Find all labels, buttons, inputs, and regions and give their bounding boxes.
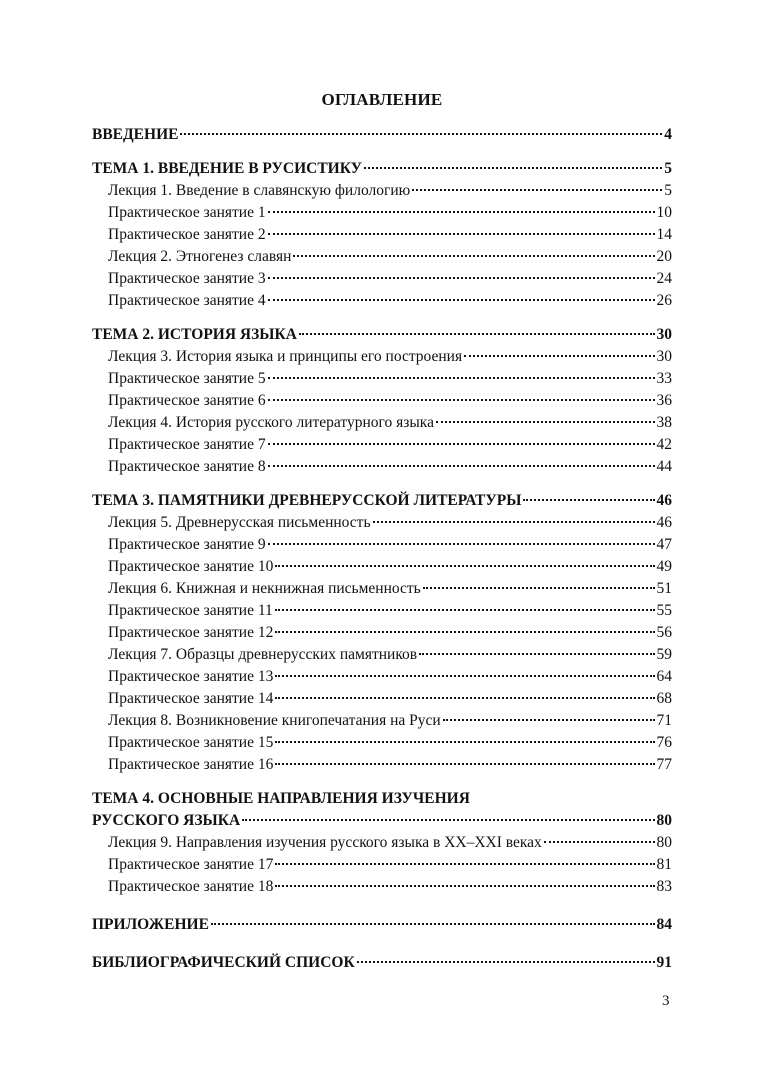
- toc-entry-label: Лекция 4. История русского литературного языка: [108, 414, 434, 431]
- dot-leader: [373, 521, 655, 523]
- toc-entry[interactable]: [92, 324, 672, 346]
- toc-gap: [92, 312, 672, 324]
- toc-entry-label: Лекция 6. Книжная и некнижная письменность: [108, 580, 421, 597]
- toc-entry-page: 38: [656, 414, 672, 431]
- toc-entry-page: 5: [664, 182, 672, 199]
- toc-subentry[interactable]: [92, 534, 672, 556]
- toc-entry-label: Лекция 1. Введение в славянскую филологию: [108, 182, 411, 199]
- toc-entry-page: 4: [664, 126, 672, 143]
- toc-subentry[interactable]: [92, 390, 672, 412]
- toc-entry-page: 83: [656, 878, 672, 895]
- toc-entry-page: 30: [656, 326, 672, 343]
- dot-leader: [268, 277, 655, 279]
- toc-subentry[interactable]: [92, 600, 672, 622]
- dot-leader: [180, 133, 662, 135]
- toc-subentry[interactable]: [92, 754, 672, 776]
- dot-leader: [268, 299, 655, 301]
- toc-subentry[interactable]: [92, 224, 672, 246]
- toc-entry[interactable]: [92, 952, 672, 974]
- toc-entry-page: 46: [656, 514, 672, 531]
- toc-entry-page: 81: [656, 856, 672, 873]
- toc-entry-label: Практическое занятие 12: [108, 624, 274, 641]
- toc-subentry[interactable]: [92, 290, 672, 312]
- toc-entry-label: Лекция 8. Возникновение книгопечатания на Руси: [108, 712, 441, 729]
- dot-leader: [544, 841, 655, 843]
- dot-leader: [523, 499, 654, 501]
- dot-leader: [268, 377, 655, 379]
- toc-gap: [92, 146, 672, 158]
- toc-subentry[interactable]: [92, 556, 672, 578]
- toc-subentry[interactable]: [92, 876, 672, 898]
- toc-subentry[interactable]: [92, 732, 672, 754]
- toc-subentry[interactable]: [92, 688, 672, 710]
- toc-entry-label: Практическое занятие 7: [108, 436, 266, 453]
- toc-entry-label: Практическое занятие 5: [108, 370, 266, 387]
- toc-entry-label: Лекция 2. Этногенез славян: [108, 248, 292, 265]
- toc-entry-page: 14: [656, 226, 672, 243]
- toc-entry-label: Практическое занятие 1: [108, 204, 266, 221]
- toc-entry-page: 68: [656, 690, 672, 707]
- toc-gap: [92, 478, 672, 490]
- toc-entry-label: Лекция 5. Древнерусская письменность: [108, 514, 371, 531]
- dot-leader: [357, 961, 655, 963]
- toc-entry-label: Практическое занятие 2: [108, 226, 266, 243]
- toc-subentry[interactable]: [92, 246, 672, 268]
- toc-entry-page: 30: [656, 348, 672, 365]
- toc-entry-page: 10: [656, 204, 672, 221]
- toc-entry-label: РУССКОГО ЯЗЫКА: [92, 812, 241, 829]
- dot-leader: [275, 609, 655, 611]
- toc-entry-page: 80: [656, 834, 672, 851]
- toc-entry-label: Практическое занятие 14: [108, 690, 274, 707]
- toc-entry-page: 47: [656, 536, 672, 553]
- toc-entry-label: Практическое занятие 10: [108, 558, 274, 575]
- dot-leader: [364, 167, 662, 169]
- dot-leader: [268, 399, 655, 401]
- dot-leader: [293, 255, 654, 257]
- toc-subentry[interactable]: [92, 666, 672, 688]
- toc-entry-page: 76: [656, 734, 672, 751]
- toc-entry-label: Практическое занятие 13: [108, 668, 274, 685]
- toc-subentry[interactable]: [92, 368, 672, 390]
- dot-leader: [443, 719, 655, 721]
- toc-gap: [92, 936, 672, 952]
- toc-entry-label: Лекция 3. История языка и принципы его построения: [108, 348, 463, 365]
- dot-leader: [268, 465, 655, 467]
- dot-leader: [275, 697, 654, 699]
- toc-subentry[interactable]: [92, 412, 672, 434]
- toc-entry-page: 36: [656, 392, 672, 409]
- toc-entry-label: Практическое занятие 18: [108, 878, 274, 895]
- toc-entry-page: 55: [656, 602, 672, 619]
- toc-entry-page: 24: [656, 270, 672, 287]
- toc-entry-label: Практическое занятие 3: [108, 270, 266, 287]
- toc-entry[interactable]: [92, 810, 672, 832]
- dot-leader: [268, 543, 655, 545]
- dot-leader: [419, 653, 654, 655]
- dot-leader: [275, 863, 654, 865]
- dot-leader: [268, 233, 655, 235]
- toc-entry-page: 71: [656, 712, 672, 729]
- toc-subentry[interactable]: [92, 512, 672, 534]
- toc-entry-page: 64: [656, 668, 672, 685]
- toc-entry-page: 26: [656, 292, 672, 309]
- toc-entry-label: ПРИЛОЖЕНИЕ: [92, 916, 209, 933]
- toc-subentry[interactable]: [92, 854, 672, 876]
- toc-entry-title-line: ТЕМА 4. ОСНОВНЫЕ НАПРАВЛЕНИЯ ИЗУЧЕНИЯ: [92, 790, 470, 807]
- toc-subentry[interactable]: [92, 578, 672, 600]
- toc-entry-label: ТЕМА 1. ВВЕДЕНИЕ В РУСИСТИКУ: [92, 160, 363, 177]
- dot-leader: [275, 763, 654, 765]
- toc-entry-page: 46: [656, 492, 672, 509]
- toc-entry[interactable]: [92, 124, 672, 146]
- toc-entry-page: 56: [656, 624, 672, 641]
- toc-subentry[interactable]: [92, 644, 672, 666]
- toc-subentry[interactable]: [92, 832, 672, 854]
- toc-entry-label: Практическое занятие 8: [108, 458, 266, 475]
- dot-leader: [268, 211, 655, 213]
- toc-subentry[interactable]: [92, 346, 672, 368]
- toc-entry-page: 51: [656, 580, 672, 597]
- toc-subentry[interactable]: [92, 622, 672, 644]
- dot-leader: [299, 333, 655, 335]
- toc-entry-page: 80: [656, 812, 672, 829]
- toc-entry-page: 49: [656, 558, 672, 575]
- dot-leader: [275, 741, 654, 743]
- toc-gap: [92, 898, 672, 914]
- dot-leader: [242, 819, 654, 821]
- dot-leader: [275, 565, 654, 567]
- dot-leader: [268, 443, 655, 445]
- dot-leader: [412, 189, 662, 191]
- toc-entry-page: 5: [664, 160, 672, 177]
- toc-subentry[interactable]: [92, 434, 672, 456]
- dot-leader: [275, 885, 654, 887]
- page-number: 3: [662, 993, 670, 1009]
- toc-entry-label: Практическое занятие 9: [108, 536, 266, 553]
- toc-entry-page: 59: [656, 646, 672, 663]
- dot-leader: [275, 675, 654, 677]
- toc-entry-label: ТЕМА 2. ИСТОРИЯ ЯЗЫКА: [92, 326, 297, 343]
- toc-entry-label: Практическое занятие 4: [108, 292, 266, 309]
- dot-leader: [464, 355, 654, 357]
- toc-entry-page: 42: [656, 436, 672, 453]
- dot-leader: [275, 631, 654, 633]
- toc-entry-page: 84: [656, 916, 672, 933]
- toc-entry[interactable]: [92, 914, 672, 936]
- toc-entry-page: 91: [656, 954, 672, 971]
- table-of-contents: [92, 124, 672, 974]
- toc-entry-label: Практическое занятие 6: [108, 392, 266, 409]
- toc-entry-label: ТЕМА 3. ПАМЯТНИКИ ДРЕВНЕРУССКОЙ ЛИТЕРАТУРЫ: [92, 492, 522, 509]
- toc-entry[interactable]: [92, 158, 672, 180]
- toc-entry-label: Практическое занятие 15: [108, 734, 274, 751]
- toc-entry-label: БИБЛИОГРАФИЧЕСКИЙ СПИСОК: [92, 954, 355, 971]
- dot-leader: [211, 923, 655, 925]
- toc-entry-label: Лекция 9. Направления изучения русского языка в XX–XXI веках: [108, 834, 542, 851]
- dot-leader: [436, 421, 655, 423]
- toc-entry-label: ВВЕДЕНИЕ: [92, 126, 179, 143]
- toc-entry-label: Практическое занятие 11: [108, 602, 273, 619]
- toc-entry-label: Практическое занятие 16: [108, 756, 274, 773]
- toc-subentry[interactable]: [92, 710, 672, 732]
- toc-entry[interactable]: [92, 490, 672, 512]
- toc-subentry[interactable]: [92, 202, 672, 224]
- toc-gap: [92, 776, 672, 788]
- toc-entry-page: 77: [656, 756, 672, 773]
- toc-entry-page: 20: [656, 248, 672, 265]
- toc-title: ОГЛАВЛЕНИЕ: [321, 90, 443, 109]
- toc-entry-label: Лекция 7. Образцы древнерусских памятников: [108, 646, 418, 663]
- toc-subentry[interactable]: [92, 180, 672, 202]
- dot-leader: [423, 587, 655, 589]
- toc-subentry[interactable]: [92, 268, 672, 290]
- toc-entry-page: 44: [656, 458, 672, 475]
- toc-subentry[interactable]: [92, 456, 672, 478]
- toc-entry-page: 33: [656, 370, 672, 387]
- toc-entry-label: Практическое занятие 17: [108, 856, 274, 873]
